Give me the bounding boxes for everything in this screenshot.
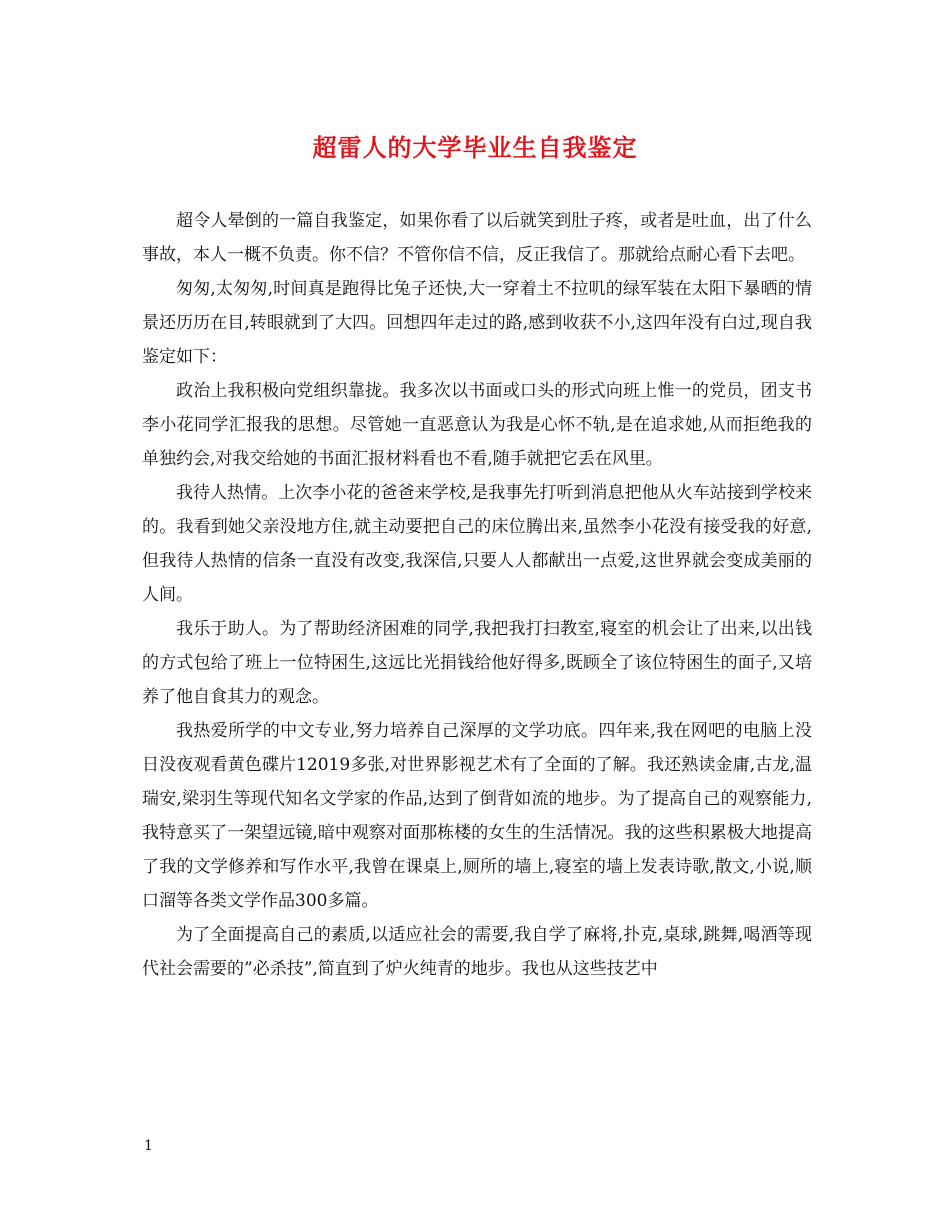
page-number: 1 (144, 1138, 153, 1154)
paragraph-skills: 为了全面提高自己的素质,以适应社会的需要,我自学了麻将,扑克,桌球,跳舞,喝酒等现代社会需要的”必杀技”,简直到了炉火纯青的地步。我也从这些技艺中 (142, 925, 812, 979)
paragraph-overview: 匆匆,太匆匆,时间真是跑得比兔子还快,大一穿着土不拉叽的绿军装在太阳下暴晒的情景还历历在目,转眼就到了大四。回想四年走过的路,感到收获不小,这四年没有白过,现自我鉴定如下： (142, 279, 812, 367)
document-body (142, 204, 812, 986)
paragraph-helpfulness: 我乐于助人。为了帮助经济困难的同学,我把我打扫教室,寝室的机会让了出来,以出钱的方式包给了班上一位特困生,这远比光捐钱给他好得多,既顾全了该位特困生的面子,又培养了他自食其力的观念。 (142, 619, 812, 707)
paragraph-politics: 政治上我积极向党组织靠拢。我多次以书面或口头的形式向班上惟一的党员，团支书李小花同学汇报我的思想。尽管她一直恶意认为我是心怀不轨,是在追求她,从而拒绝我的单独约会,对我交给她的书面汇报材料看也不看,随手就把它丢在风里。 (142, 381, 812, 469)
document-title: 超雷人的大学毕业生自我鉴定 (312, 133, 638, 162)
paragraph-literature: 我热爱所学的中文专业,努力培养自己深厚的文学功底。四年来,我在网吧的电脑上没日没夜观看黄色碟片12019多张,对世界影视艺术有了全面的了解。我还熟读金庸,古龙,温瑞安,梁羽生等现代知名文学家的作品,达到了倒背如流的地步。为了提高自己的观察能力,我特意买了一架望远镜,暗中观察对面那栋楼的女生的生活情况。我的这些积累极大地提高了我的文学修养和写作水平,我曾在课桌上,厕所的墙上,寝室的墙上发表诗歌,散文,小说,顺口溜等各类文学作品300多篇。 (142, 721, 812, 911)
paragraph-intro: 超令人晕倒的一篇自我鉴定，如果你看了以后就笑到肚子疼，或者是吐血，出了什么事故，本人一概不负责。你不信？不管你信不信，反正我信了。那就给点耐心看下去吧。 (142, 211, 812, 265)
paragraph-hospitality: 我待人热情。上次李小花的爸爸来学校,是我事先打听到消息把他从火车站接到学校来的。我看到她父亲没地方住,就主动要把自己的床位腾出来,虽然李小花没有接受我的好意,但我待人热情的信条一直没有改变,我深信,只要人人都献出一点爱,这世界就会变成美丽的人间。 (142, 483, 812, 605)
